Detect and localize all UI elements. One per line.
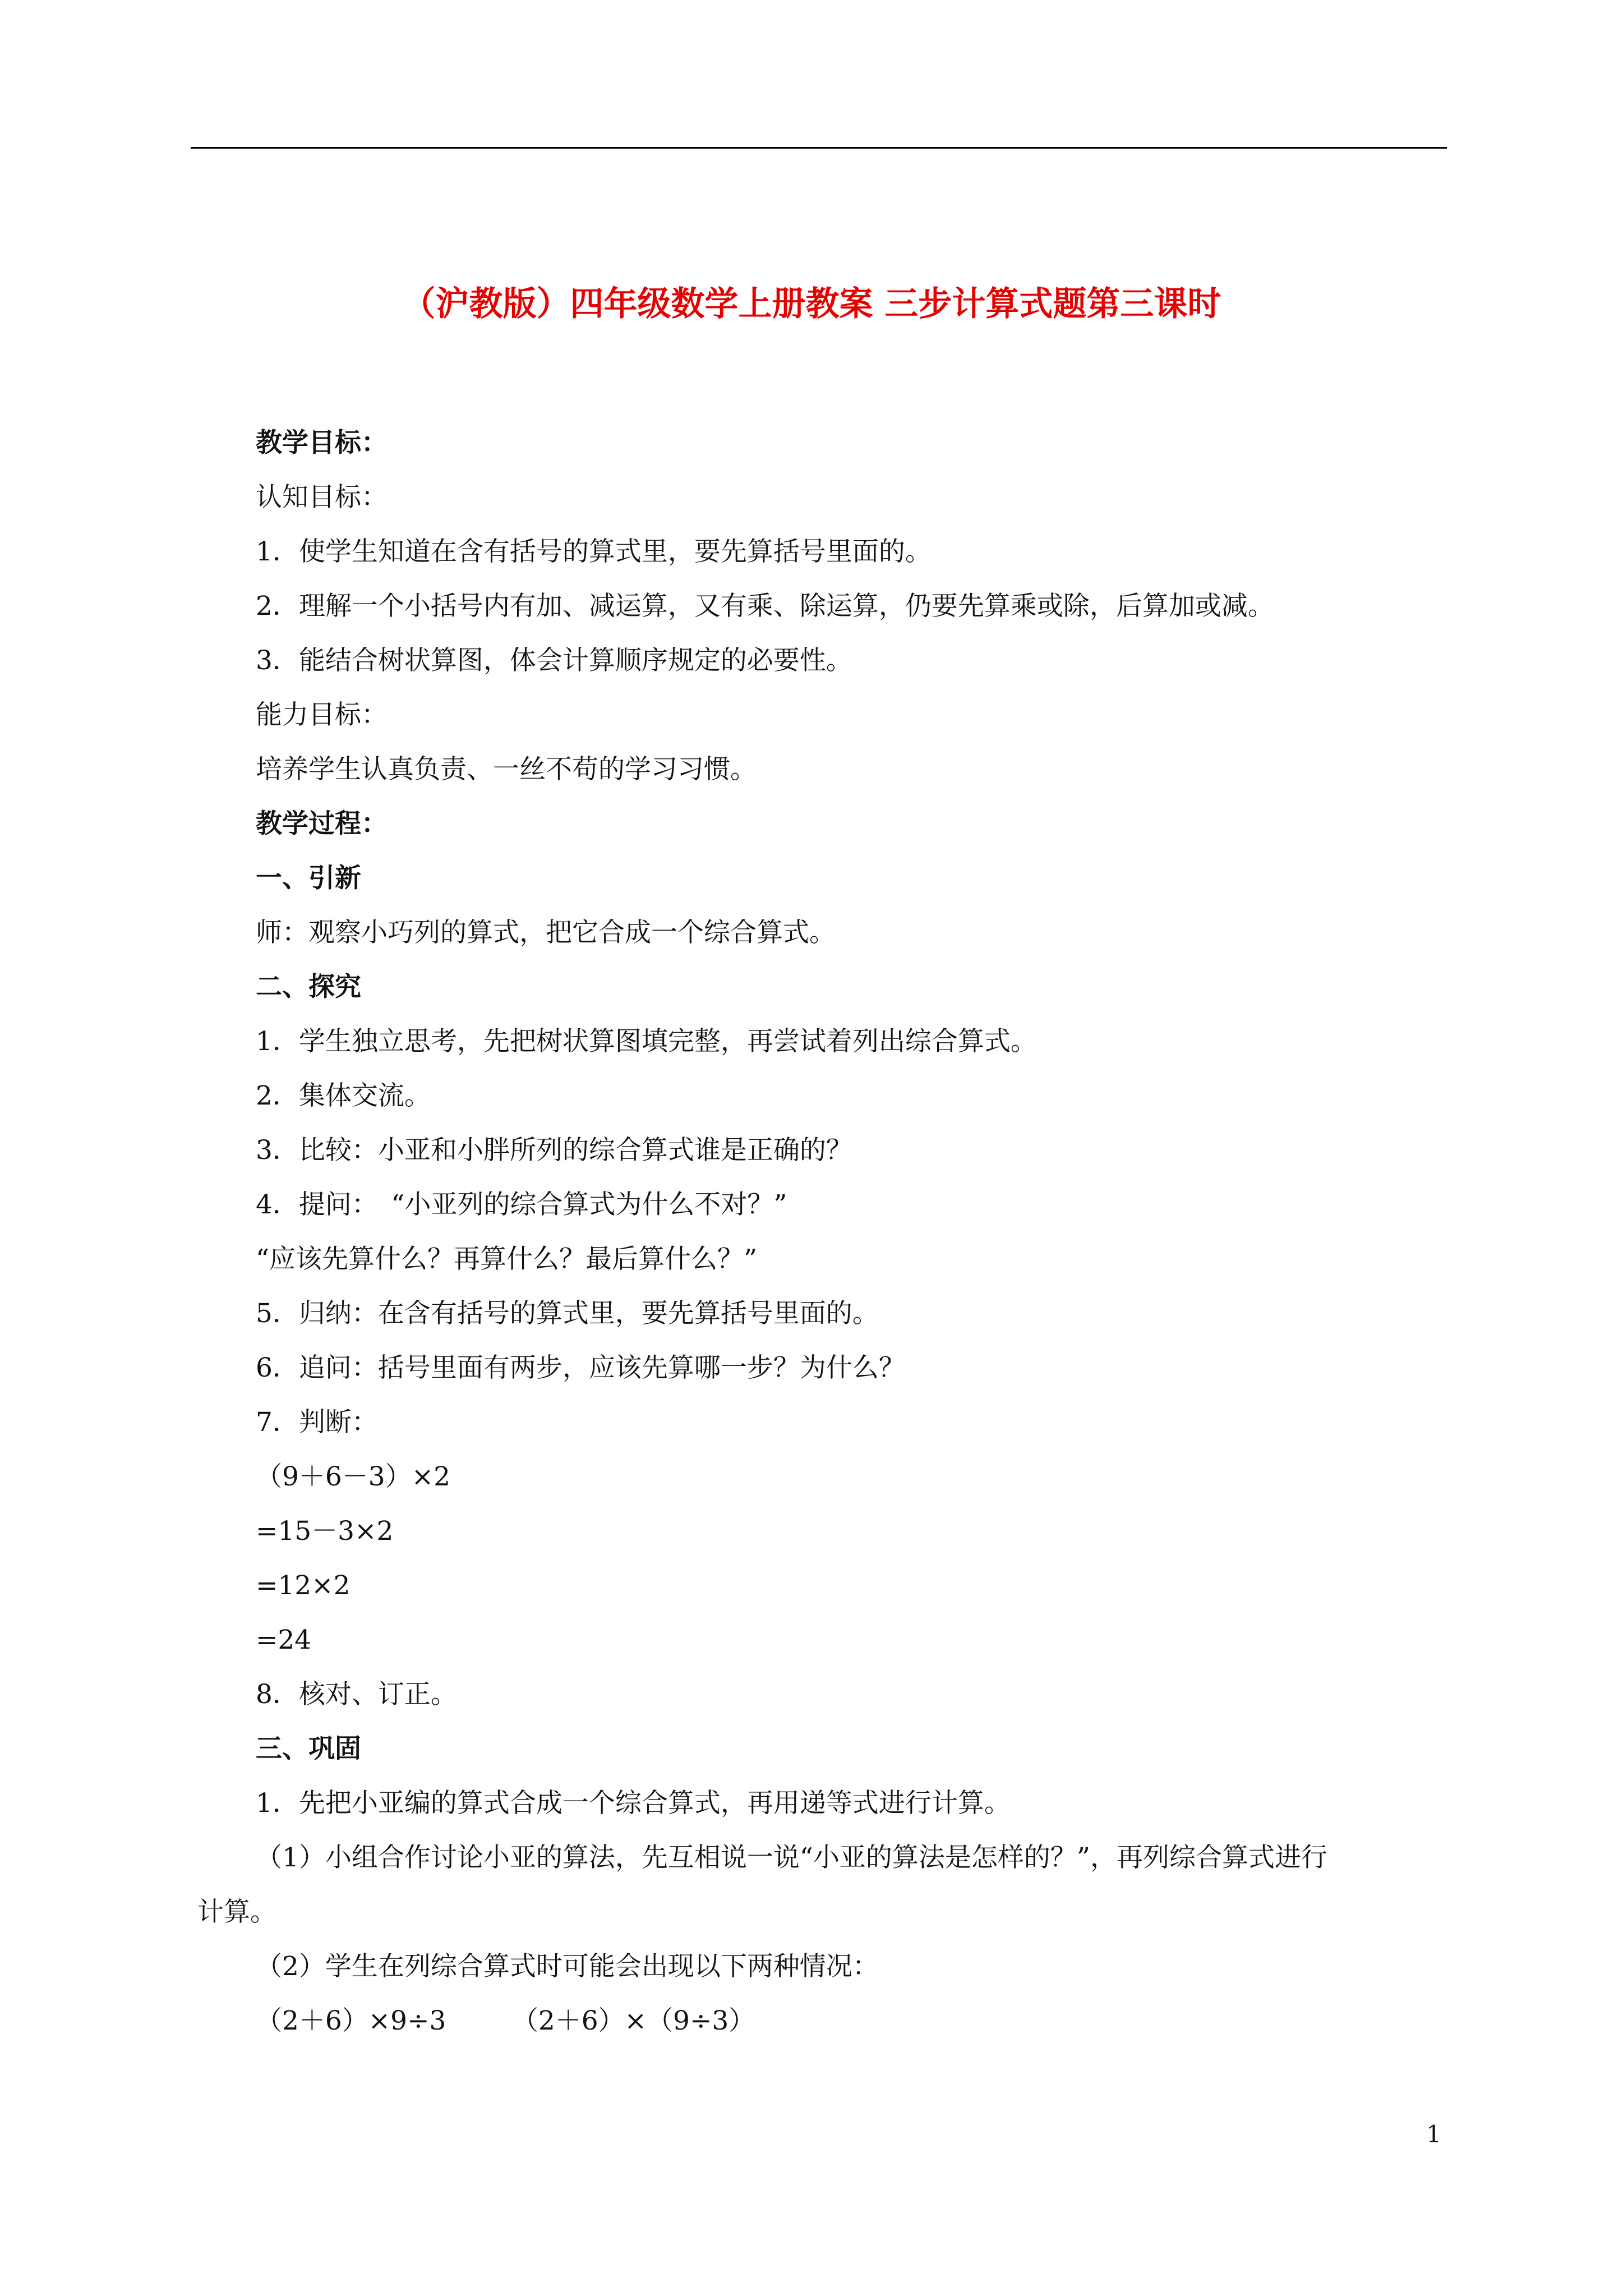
exploration-item-6: 6．追问：括号里面有两步，应该先算哪一步？为什么？ bbox=[256, 1352, 905, 1383]
consolidation-item-1: 1．先把小亚编的算式合成一个综合算式，再用递等式进行计算。 bbox=[256, 1788, 1011, 1819]
header-rule bbox=[191, 147, 1447, 149]
objective-item-2: 2．理解一个小括号内有加、减运算，又有乘、除运算，仍要先算乘或除，后算加或减。 bbox=[256, 591, 1274, 622]
exploration-item-1: 1．学生独立思考，先把树状算图填完整，再尝试着列出综合算式。 bbox=[256, 1026, 1037, 1057]
page-number: 1 bbox=[1426, 2120, 1441, 2148]
section-heading-consolidation: 三、巩固 bbox=[256, 1733, 361, 1764]
heading-teaching-process: 教学过程： bbox=[256, 808, 388, 839]
equation-line-1: （9＋6－3）×2 bbox=[256, 1461, 450, 1492]
equation-line-3: =12×2 bbox=[256, 1570, 351, 1601]
paragraph-cognitive-objectives: 认知目标： bbox=[256, 482, 388, 513]
consolidation-subitem-1-continued: 计算。 bbox=[197, 1897, 276, 1927]
exploration-item-8: 8．核对、订正。 bbox=[256, 1679, 457, 1710]
consolidation-subitem-1: （1）小组合作讨论小亚的算法，先互相说一说“小亚的算法是怎样的？”，再列综合算式进行 bbox=[256, 1842, 1327, 1873]
exploration-item-4: 4．提问： “小亚列的综合算式为什么不对？” bbox=[256, 1189, 787, 1220]
paragraph-teacher-prompt: 师：观察小巧列的算式，把它合成一个综合算式。 bbox=[256, 917, 836, 948]
exploration-item-2: 2．集体交流。 bbox=[256, 1080, 431, 1111]
section-heading-exploration: 二、探究 bbox=[256, 972, 361, 1002]
section-heading-introduction: 一、引新 bbox=[256, 863, 361, 894]
equation-line-4: =24 bbox=[256, 1625, 312, 1655]
equation-line-2: =15－3×2 bbox=[256, 1516, 394, 1547]
paragraph-habit-objective: 培养学生认真负责、一丝不苟的学习习惯。 bbox=[256, 754, 757, 785]
consolidation-subitem-2: （2）学生在列综合算式时可能会出现以下两种情况： bbox=[256, 1951, 879, 1982]
exploration-item-7: 7．判断： bbox=[256, 1407, 378, 1438]
objective-item-3: 3．能结合树状算图，体会计算顺序规定的必要性。 bbox=[256, 645, 852, 676]
expression-options: （2＋6）×9÷3 （2＋6）×（9÷3） bbox=[256, 2005, 755, 2036]
exploration-item-4-continued: “应该先算什么？再算什么？最后算什么？” bbox=[256, 1244, 758, 1274]
objective-item-1: 1．使学生知道在含有括号的算式里，要先算括号里面的。 bbox=[256, 536, 932, 567]
paragraph-ability-objectives: 能力目标： bbox=[256, 700, 388, 730]
exploration-item-3: 3．比较：小亚和小胖所列的综合算式谁是正确的？ bbox=[256, 1135, 852, 1166]
document-title: （沪教版）四年级数学上册教案 三步计算式题第三课时 bbox=[402, 284, 1221, 324]
exploration-item-5: 5．归纳：在含有括号的算式里，要先算括号里面的。 bbox=[256, 1298, 879, 1329]
heading-teaching-objectives: 教学目标： bbox=[256, 427, 388, 458]
